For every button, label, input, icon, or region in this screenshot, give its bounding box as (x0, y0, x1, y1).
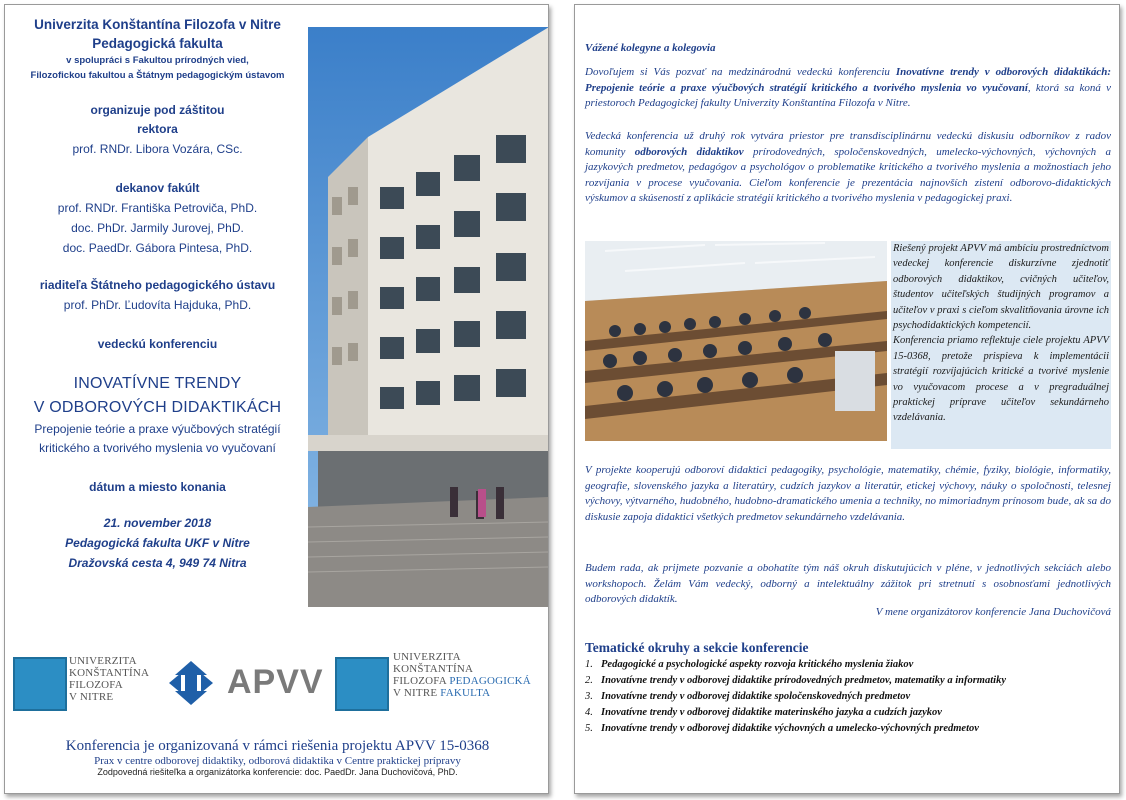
dean-name-3: doc. PaedDr. Gábora Pintesa, PhD. (62, 241, 253, 255)
lecture-hall-photo (585, 241, 887, 441)
topic-item: 3. Inovatívne trendy v odborovej didaktike spoločenskovedných predmetov (585, 691, 911, 702)
topics-list (585, 657, 1111, 737)
conference-subtitle-1: Prepojenie teórie a praxe výučbových stratégií (34, 422, 281, 436)
paragraph-about: Vedecká konferencia už druhý rok vytvára priestor pre transdisciplinárnu vedeckú diskusiu odborníkov z radov komunity odborových didaktikov prírodovedných, spoločenskovedných, umelecko-výchovných, výchovných a jazykových predmetov, pedagógov a psychológov o problematike kritického a tvorivého myslenia a možnostiach jeho rozvíjania v procese vyučovania. Cieľom konferencie je prezentácia najnovších zistení odborovo-didaktických výskumov a skúseností z aplikácie stratégií kritického a tvorivého myslenia v pedagogickej praxi. (585, 130, 1111, 204)
left-footer (5, 738, 549, 778)
ukf-seal-icon (13, 657, 67, 711)
conference-subtitle-2: kritického a tvorivého myslenia vo vyučovaní (39, 441, 276, 455)
paragraph-cooperation: V projekte kooperujú odboroví didaktici pedagogiky, psychológie, matematiky, chémie, fyziky, biológie, informatiky, geografie, slovenského jazyka a literatúry, cudzích jazykov a literatúr, etickej výchovy, náuky o spoločnosti, telesnej výchovy, výtvarného, hudobného, hudobno-dramatického umenia a techniky, no mimoriadnym prínosom bude, ak sa do diskusie zapoja didaktici všetkých predmetov sekundárneho vzdelávania. (585, 464, 1111, 523)
partner-logos (5, 643, 549, 723)
project-highlight-box: Riešený projekt APVV má ambíciu prostredníctvom vedeckej konferencie diskurzívne zjednotiť odborových didaktikov, cvičných učiteľov, študentov učiteľských študijných programov a učiteľov v praxi s cieľom skvalitňovania úrovne ich psychodidaktických kompetencií. Konferencia priamo reflektuje ciele projektu APVV 15-0368, pretože prispieva k implementácii stratégií rozvíjajúcich kritické a tvorivé myslenie vo vyučovacom procese a v pregraduálnej praktickej príprave učiteľov sekundárneho vzdelávania. (891, 241, 1111, 449)
apvv-arrow-icon (167, 659, 215, 707)
left-page (4, 4, 549, 794)
signature-line: V mene organizátorov konferencie Jana Duchovičová (875, 606, 1111, 618)
ukf-logo-text: UNIVERZITA KONŠTANTÍNA FILOZOFA V NITRE (69, 655, 150, 703)
university-name: Univerzita Konštantína Filozofa v Nitre (34, 17, 281, 32)
topic-item: 1. Pedagogické a psychologické aspekty rozvoja kritického myslenia žiakov (585, 659, 914, 670)
footer-responsible: Zodpovedná riešiteľka a organizátorka konferencie: doc. PaedDr. Jana Duchovičová, PhD. (97, 767, 458, 777)
organizes-label: organizuje pod záštitou (90, 103, 225, 117)
pf-seal-icon (335, 657, 389, 711)
conference-date: 21. november 2018 (103, 516, 212, 530)
cooperation-line-2: Filozofickou fakultou a Štátnym pedagogickým ústavom (30, 70, 285, 81)
topics-title: Tematické okruhy a sekcie konferencie (585, 640, 809, 655)
dean-name-1: prof. RNDr. Františka Petroviča, PhD. (57, 201, 258, 215)
lecture-hall-illustration (585, 241, 887, 441)
paragraph-closing: Budem rada, ak prijmete pozvanie a obohatíte tým náš okruh diskutujúcich v pléne, v jednotlivých sekciách alebo workshopoch. Želám Vám vedecký, odborný a intelektuálny zážitok pri stretnutí s osobnosťami jednotlivých odborových didaktík. (585, 562, 1111, 605)
cooperation-line-1: v spolupráci s Fakultou prírodných vied, (66, 55, 249, 66)
director-name: prof. PhDr. Ľudovíta Hajduka, PhD. (63, 298, 252, 312)
faculty-building-photo (308, 27, 549, 607)
conference-place-1: Pedagogická fakulta UKF v Nitre (65, 536, 250, 550)
dean-name-2: doc. PhDr. Jarmily Jurovej, PhD. (71, 221, 244, 235)
right-page (574, 4, 1120, 794)
paragraph-invitation: Dovoľujem si Vás pozvať na medzinárodnú vedeckú konferenciu Inovatívne trendy v odborových didaktikách: Prepojenie teórie a praxe výučbových stratégií kritického a tvorivého myslenia vo vyučovaní, ktorá sa koná v priestoroch Pedagogickej fakulty Univerzity Konštantína Filozofa v Nitre. (585, 66, 1112, 109)
pf-logo-text: UNIVERZITA KONŠTANTÍNA FILOZOFA PEDAGOGICKÁ V NITRE FAKULTA (393, 651, 531, 699)
footer-center: Prax v centre odborovej didaktiky, odborová didaktika v Centre praktickej prípravy (94, 755, 461, 767)
building-illustration (308, 27, 549, 607)
footer-project: Konferencia je organizovaná v rámci riešenia projektu APVV 15-0368 (65, 738, 490, 754)
conference-title-2: V ODBOROVÝCH DIDAKTIKÁCH (33, 399, 282, 416)
conference-label: vedeckú konferenciu (97, 337, 218, 351)
faculty-name: Pedagogická fakulta (92, 36, 223, 51)
left-text-column (15, 15, 300, 573)
topic-item: 4. Inovatívne trendy v odborovej didaktike materinského jazyka a cudzích jazykov (585, 707, 942, 718)
topic-item: 5. Inovatívne trendy v odborovej didaktike výchovných a umelecko-výchovných predmetov (585, 723, 979, 734)
conference-place-2: Dražovská cesta 4, 949 74 Nitra (68, 556, 247, 570)
topic-item: 2. Inovatívne trendy v odborovej didaktike prírodovedných predmetov, matematiky a informatiky (585, 675, 1006, 686)
director-heading: riaditeľa Štátneho pedagogického ústavu (39, 278, 276, 292)
conference-title-1: INOVATÍVNE TRENDY (73, 375, 242, 392)
greeting: Vážené kolegyne a kolegovia (585, 42, 716, 54)
rector-label: rektora (137, 122, 178, 136)
apvv-logo-text: APVV (227, 663, 324, 701)
date-place-heading: dátum a miesto konania (89, 480, 226, 494)
deans-heading: dekanov fakúlt (115, 181, 200, 195)
rector-name: prof. RNDr. Libora Vozára, CSc. (72, 142, 243, 156)
